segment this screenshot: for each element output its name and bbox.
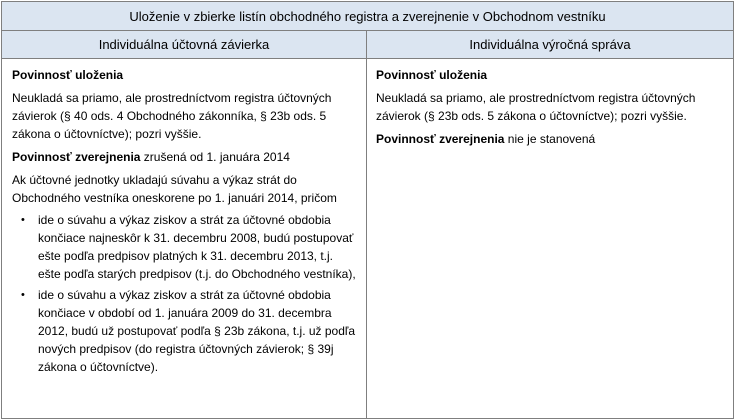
deposit-duty-text: Neukladá sa priamo, ale prostredníctvom registra účtovných závierok (§ 40 ods. 4 Obchodného zákonníka, § 23b ods. 5 zákona o účtovníctve); pozri vyššie. (12, 91, 332, 141)
deposit-duty-text: Neukladá sa priamo, ale prostredníctvom registra účtovných závierok (§ 23b ods. 5 zákona o účtovníctve); pozri vyššie. (376, 91, 696, 123)
deposit-duty-heading: Povinnosť uloženia (376, 68, 488, 82)
publication-duty-status: zrušená od 1. januára 2014 (140, 150, 290, 164)
bullet-icon: • (21, 289, 25, 301)
publication-duty-heading (376, 130, 726, 148)
cell-annual-report (376, 59, 726, 148)
bullet-icon: • (21, 214, 25, 226)
publication-duty-label: Povinnosť zverejnenia (12, 150, 141, 164)
cell-financial-statements (12, 59, 358, 376)
list-item (21, 286, 358, 376)
list-item (21, 211, 358, 283)
column-header-annual-report: Individuálna výročná správa (469, 37, 631, 52)
column-divider (366, 59, 367, 418)
late-filing-text: Ak účtovné jednotky ukladajú súvahu a výkaz strát do Obchodného vestníka oneskorene po 1. januári 2014, pričom (12, 173, 337, 205)
info-table (1, 1, 734, 419)
publication-duty-heading (12, 148, 358, 166)
publication-duty-status: nie je stanovená (504, 132, 596, 146)
publication-duty-label: Povinnosť zverejnenia (376, 132, 505, 146)
condition-list (12, 211, 358, 376)
column-header-row (2, 31, 733, 59)
list-item-text: ide o súvahu a výkaz ziskov a strát za účtovné obdobia končiace v období od 1. januára 2009 do 31. decembra 2012, budú už postupovať podľa § 23b zákona, t.j. už podľa nových predpisov (do registra účtovných závierok; § 39j zákona o účtovníctve). (38, 288, 356, 374)
column-header-financial-statements: Individuálna účtovná závierka (2, 31, 367, 58)
list-item-text: ide o súvahu a výkaz ziskov a strát za účtovné obdobia končiace najneskôr k 31. decembru 2008, budú postupovať ešte podľa predpisov platných k 31. decembru 2013, t.j. ešte podľa starých predpisov (t.j. do Obchodného vestníka), (38, 213, 356, 281)
table-title: Uloženie v zbierke listín obchodného registra a zverejnenie v Obchodnom vestníku (2, 2, 733, 31)
deposit-duty-heading: Povinnosť uloženia (12, 68, 124, 82)
